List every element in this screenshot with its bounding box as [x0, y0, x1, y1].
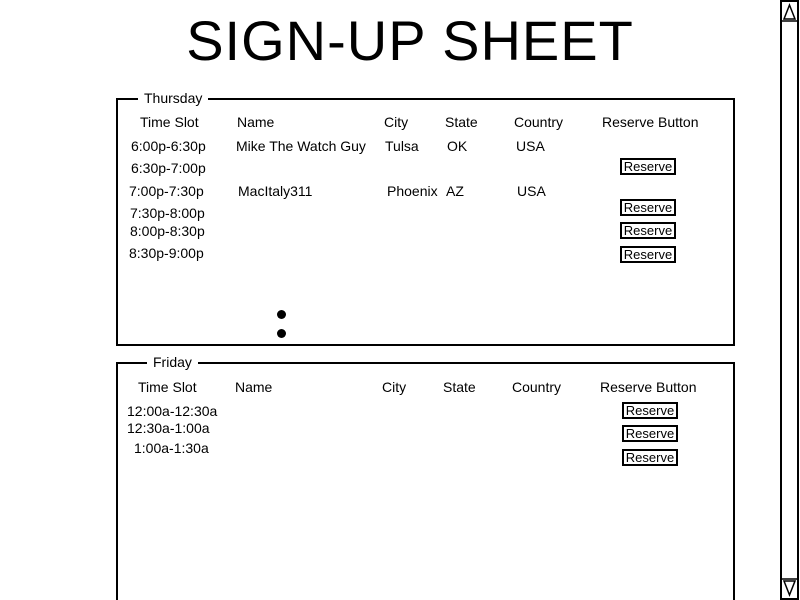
reserve-button[interactable]: Reserve: [620, 246, 676, 263]
city-cell: Tulsa: [385, 138, 419, 154]
vertical-scrollbar[interactable]: [780, 0, 799, 600]
time-slot-cell: 1:00a-1:30a: [134, 440, 209, 456]
friday-panel: [116, 354, 735, 600]
reserve-button[interactable]: Reserve: [620, 158, 676, 175]
col-header-reserve: Reserve Button: [602, 114, 699, 130]
reserve-button[interactable]: Reserve: [620, 222, 676, 239]
triangle-up-icon[interactable]: [782, 2, 797, 22]
col-header-time-slot: Time Slot: [138, 379, 197, 395]
city-cell: Phoenix: [387, 183, 438, 199]
time-slot-cell: 8:00p-8:30p: [130, 223, 205, 239]
col-header-state: State: [445, 114, 478, 130]
time-slot-cell: 6:30p-7:00p: [131, 160, 206, 176]
name-cell: Mike The Watch Guy: [236, 138, 366, 154]
page-title: SIGN-UP SHEET: [186, 9, 634, 72]
reserve-button[interactable]: Reserve: [622, 425, 678, 442]
country-cell: USA: [517, 183, 546, 199]
time-slot-cell: 6:00p-6:30p: [131, 138, 206, 154]
col-header-name: Name: [237, 114, 275, 130]
reserve-button[interactable]: Reserve: [620, 199, 676, 216]
time-slot-cell: 12:30a-1:00a: [127, 420, 210, 436]
state-cell: OK: [447, 138, 468, 154]
country-cell: USA: [516, 138, 545, 154]
col-header-city: City: [382, 379, 407, 395]
time-slot-cell: 7:30p-8:00p: [130, 205, 205, 221]
col-header-state: State: [443, 379, 476, 395]
state-cell: AZ: [446, 183, 464, 199]
col-header-name: Name: [235, 379, 273, 395]
thursday-panel: [116, 90, 735, 346]
triangle-down-icon[interactable]: [782, 578, 797, 598]
col-header-city: City: [384, 114, 409, 130]
time-slot-cell: 8:30p-9:00p: [129, 245, 204, 261]
reserve-button[interactable]: Reserve: [622, 402, 678, 419]
reserve-button[interactable]: Reserve: [622, 449, 678, 466]
col-header-country: Country: [514, 114, 564, 130]
thursday-legend: Thursday: [138, 89, 208, 107]
friday-legend: Friday: [147, 353, 198, 371]
col-header-time-slot: Time Slot: [140, 114, 199, 130]
col-header-country: Country: [512, 379, 562, 395]
time-slot-cell: 12:00a-12:30a: [127, 403, 218, 419]
time-slot-cell: 7:00p-7:30p: [129, 183, 204, 199]
col-header-reserve: Reserve Button: [600, 379, 697, 395]
name-cell: MacItaly311: [238, 183, 313, 199]
